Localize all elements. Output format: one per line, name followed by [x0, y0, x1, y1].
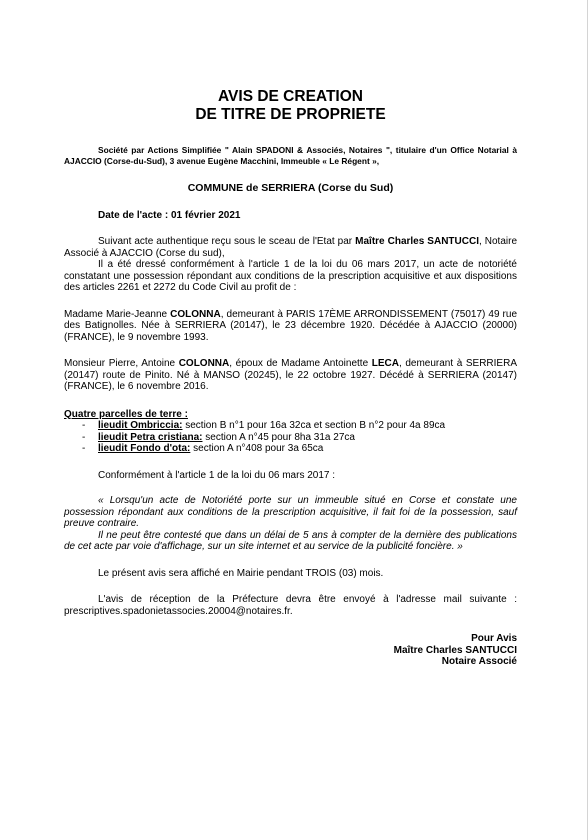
beneficiary-1-post: , demeurant à PARIS 17ÈME ARRONDISSEMENT (75017) 49 rue des Batignolles. Née à SERRIERA (20147), le 23 décembre 1920. Décédée à AJACCIO (20000) (FRANCE), le 9 novembre 1993. — [64, 308, 518, 343]
beneficiary-2-pre: Monsieur Pierre, Antoine — [64, 358, 179, 369]
beneficiary-2-name: COLONNA — [178, 358, 230, 369]
signature-block — [64, 633, 517, 668]
law-quote-1: « Lorsqu'un acte de Notoriété porte sur un immeuble situé en Corse et constate une possession répondant aux conditions de la prescription acquisitive, il fait foi de la possession, sauf preuve contraire. — [64, 495, 517, 529]
society-header: Société par Actions Simplifiée " Alain SPADONI & Associés, Notaires ", titulaire d'un Office Notarial à AJACCIO (Corse-du-Sud), 3 avenue Eugène Macchini, Immeuble « Le Régent », — [64, 145, 517, 166]
signature-line-1: Pour Avis — [471, 633, 517, 644]
beneficiary-2 — [64, 358, 517, 393]
list-item — [64, 420, 517, 432]
acte-date: Date de l'acte : 01 février 2021 — [98, 209, 241, 221]
list-dash: - — [82, 420, 86, 431]
parcels-title: Quatre parcelles de terre : — [64, 408, 188, 420]
beneficiary-1-pre: Madame Marie-Jeanne — [64, 308, 171, 320]
parcel-name: lieudit Fondo d'ota: — [98, 443, 191, 454]
display-notice: Le présent avis sera affiché en Mairie pendant TROIS (03) mois. — [98, 567, 384, 579]
parcels-list — [64, 420, 517, 455]
law-quote-2: Il ne peut être contesté que dans un délai de 5 ans à compter de la dernière des publications de cet acte par voie d'affichage, sur un site internet et au service de la publicité foncière. » — [64, 529, 517, 552]
parcel-name: lieudit Ombriccia: — [98, 420, 183, 431]
signature-line-3: Notaire Associé — [441, 656, 517, 667]
parcel-desc: section A n°408 pour 3a 65ca — [190, 443, 324, 454]
parcel-desc: section A n°45 pour 8ha 31a 27ca — [202, 431, 355, 443]
list-item — [64, 443, 517, 455]
beneficiary-1-name: COLONNA — [170, 308, 221, 320]
parcel-name: lieudit Petra cristiana: — [98, 431, 203, 443]
intro-text: Suivant acte authentique reçu sous le sceau de l'Etat par — [98, 236, 356, 247]
document-title — [64, 88, 517, 124]
list-dash: - — [82, 443, 86, 454]
beneficiary-2-post: , demeurant à SERRIERA (20147) route de Pinito. Né à MANSO (20245), le 22 octobre 1927. Décédé à SERRIERA (20147) (FRANCE), le 6 novembre 2016. — [64, 358, 517, 392]
beneficiary-2-spouse: LECA — [371, 358, 399, 369]
reception-notice: L'avis de réception de la Préfecture devra être envoyé à l'adresse mail suivante : prescriptives.spadonietassocies.20004@notaires.fr. — [64, 594, 517, 617]
parcel-desc: section B n°1 pour 16a 32ca et section B n°2 pour 4a 89ca — [182, 420, 446, 431]
commune-heading: COMMUNE de SERRIERA (Corse du Sud) — [187, 182, 394, 194]
list-item — [64, 432, 517, 444]
beneficiary-2-mid: , époux de Madame Antoinette — [229, 358, 372, 369]
conformity-text: Conformément à l'article 1 de la loi du 06 mars 2017 : — [98, 469, 336, 481]
signature-line-2: Maître Charles SANTUCCI — [393, 644, 517, 656]
intro-text-end: , Notaire Associé à AJACCIO (Corse du sud), — [64, 236, 518, 259]
intro-paragraph-1 — [64, 236, 517, 259]
beneficiary-1 — [64, 309, 517, 344]
intro-paragraph-2: Il a été dressé conformément à l'article 1 de la loi du 06 mars 2017, un acte de notoriété constatant une possession répondant aux conditions de la prescription acquisitive et aux dispositions des articles 2261 et 2272 du Code Civil au profit de : — [64, 259, 517, 293]
title-line-1: AVIS DE CREATION — [218, 88, 363, 105]
notary-name: Maître Charles SANTUCCI — [355, 236, 479, 247]
title-line-2: DE TITRE DE PROPRIETE — [195, 106, 386, 123]
list-dash: - — [82, 431, 86, 443]
